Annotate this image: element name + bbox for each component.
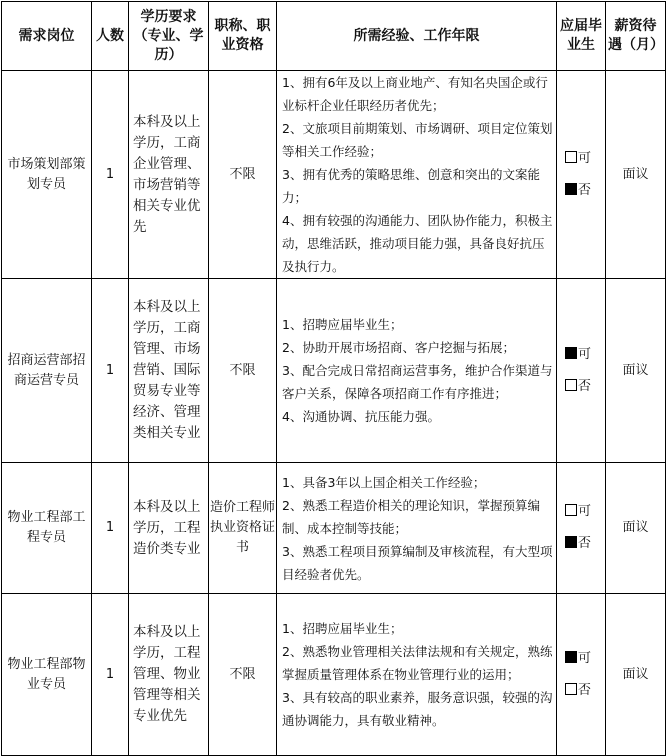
requirement-item: 1、招聘应届毕业生；	[282, 317, 403, 332]
checkbox-icon	[565, 683, 577, 695]
requirement-item: 1、拥有6年及以上商业地产、有知名央国企或行业标杆企业任职经历者优先；	[282, 75, 548, 113]
header-title-cert: 职称、职业资格	[209, 2, 277, 71]
table-row	[2, 71, 666, 279]
fresh-grad-cell	[557, 71, 606, 279]
salary-cell: 面议	[606, 71, 666, 279]
checkbox-icon	[565, 536, 577, 548]
fresh-grad-cell	[557, 463, 606, 594]
grad-option-no	[565, 181, 605, 201]
header-row	[2, 2, 666, 71]
salary-cell: 面议	[606, 279, 666, 463]
requirement-item: 1、招聘应届毕业生；	[282, 621, 403, 636]
grad-option-label: 可	[578, 346, 592, 362]
requirement-item: 3、熟悉工程项目预算编制及审核流程，有大型项目经验者优先。	[282, 543, 553, 582]
education-cell: 本科及以上学历，工程造价类专业	[129, 463, 209, 594]
requirements-cell	[277, 279, 557, 463]
grad-option-label: 否	[578, 682, 592, 698]
header-fresh-grad: 应届毕业生	[557, 2, 606, 71]
grad-option-label: 可	[578, 150, 592, 166]
requirement-item: 1、具备3年以上国企相关工作经验；	[282, 474, 486, 490]
requirement-item: 2、文旅项目前期策划、市场调研、项目定位策划等相关工作经验；	[282, 121, 553, 159]
requirements-cell	[277, 463, 557, 594]
grad-option-label: 否	[578, 182, 592, 198]
grad-option-label: 否	[578, 536, 592, 551]
grad-option-no	[565, 377, 605, 397]
position-cell: 招商运营部招商运营专员	[2, 279, 92, 463]
education-cell: 本科及以上学历，工商企业管理、市场营销等相关专业优先	[129, 71, 209, 279]
title-cert-cell: 不限	[209, 594, 277, 756]
count-cell: 1	[92, 594, 129, 756]
recruitment-table	[1, 1, 666, 756]
checkbox-icon	[565, 504, 577, 516]
requirement-item: 2、协助开展市场招商、客户挖掘与拓展；	[282, 340, 515, 355]
education-cell: 本科及以上学历，工商管理、市场营销、国际贸易专业等经济、管理类相关专业	[129, 279, 209, 463]
position-cell: 物业工程部工程专员	[2, 463, 92, 594]
salary-cell: 面议	[606, 463, 666, 594]
title-cert-cell: 不限	[209, 279, 277, 463]
salary-cell: 面议	[606, 594, 666, 756]
grad-option-label: 可	[578, 650, 592, 666]
grad-option-no	[565, 534, 605, 554]
grad-option-yes	[565, 149, 605, 169]
title-cert-cell: 造价工程师执业资格证书	[209, 463, 277, 594]
grad-option-no	[565, 681, 605, 701]
fresh-grad-cell	[557, 279, 606, 463]
header-position: 需求岗位	[2, 2, 92, 71]
table-row	[2, 279, 666, 463]
header-count: 人数	[92, 2, 129, 71]
count-cell: 1	[92, 279, 129, 463]
requirement-item: 2、熟悉物业管理相关法律法规和有关规定，熟练掌握质量管理体系在物业管理行业的运用；	[282, 644, 553, 682]
count-cell: 1	[92, 463, 129, 594]
grad-option-yes	[565, 502, 605, 522]
checkbox-icon	[565, 379, 577, 391]
checkbox-icon	[565, 151, 577, 163]
header-salary: 薪资待遇（月）	[606, 2, 666, 71]
fresh-grad-cell	[557, 594, 606, 756]
grad-option-label: 否	[578, 378, 592, 394]
count-cell: 1	[92, 71, 129, 279]
checkbox-icon	[565, 347, 577, 359]
requirements-cell	[277, 71, 557, 279]
requirement-item: 4、拥有较强的沟通能力、团队协作能力，积极主动，思维活跃，推动项目能力强，具备良好抗压及执行力。	[282, 213, 553, 274]
title-cert-cell: 不限	[209, 71, 277, 279]
checkbox-icon	[565, 651, 577, 663]
table-row	[2, 594, 666, 756]
grad-option-yes	[565, 345, 605, 365]
requirement-item: 3、配合完成日常招商运营事务，维护合作渠道与客户关系，保障各项招商工作有序推进；	[282, 363, 553, 401]
requirements-cell	[277, 594, 557, 756]
header-experience: 所需经验、工作年限	[277, 2, 557, 71]
header-education: 学历要求（专业、学历）	[129, 2, 209, 71]
grad-option-yes	[565, 649, 605, 669]
position-cell: 市场策划部策划专员	[2, 71, 92, 279]
requirement-item: 3、拥有优秀的策略思维、创意和突出的文案能力；	[282, 167, 540, 205]
grad-option-label: 可	[578, 504, 592, 519]
position-cell: 物业工程部物业专员	[2, 594, 92, 756]
requirement-item: 3、具有较高的职业素养，服务意识强，较强的沟通协调能力，具有敬业精神。	[282, 690, 553, 728]
requirement-item: 4、沟通协调、抗压能力强。	[282, 409, 440, 424]
education-cell: 本科及以上学历，工程管理、物业管理等相关专业优先	[129, 594, 209, 756]
checkbox-icon	[565, 183, 577, 195]
table-row	[2, 463, 666, 594]
requirement-item: 2、熟悉工程造价相关的理论知识，掌握预算编制、成本控制等技能；	[282, 497, 540, 536]
